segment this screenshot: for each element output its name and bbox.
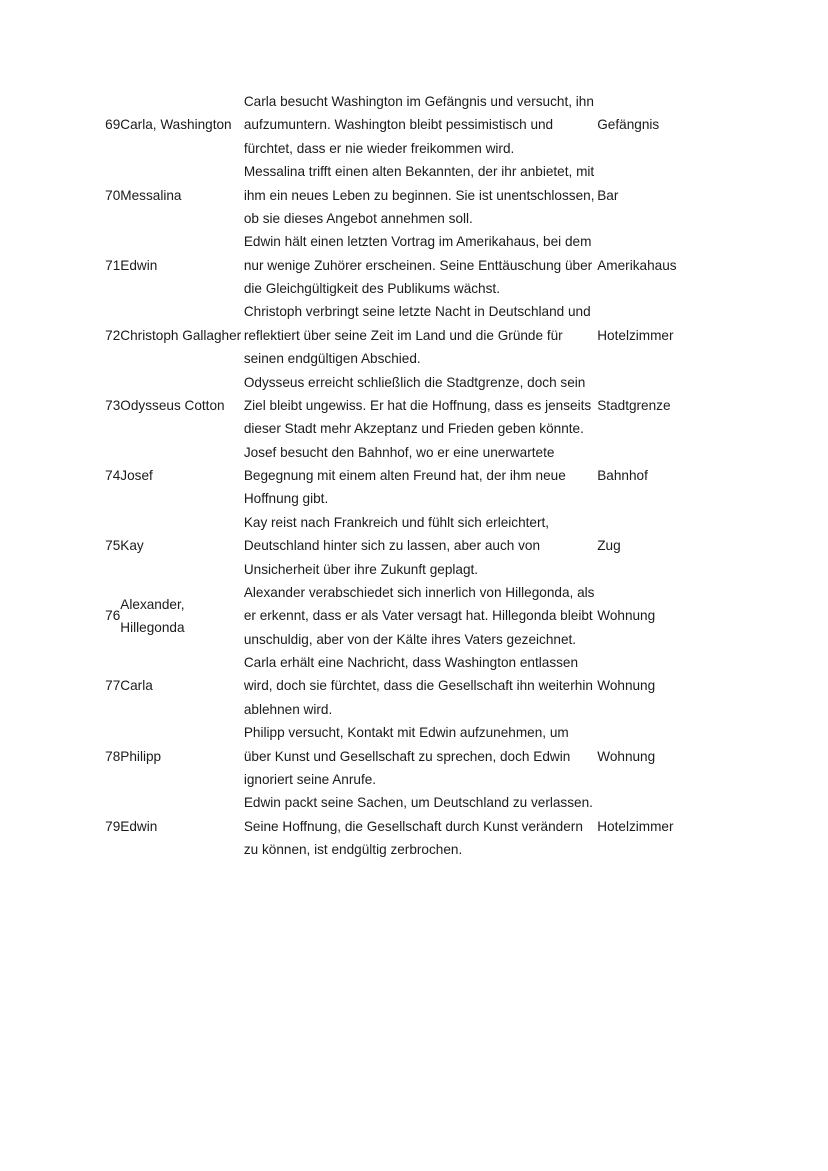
table-row	[96, 721, 736, 791]
row-location: Bahnhof	[597, 468, 648, 483]
row-location: Wohnung	[597, 748, 656, 764]
row-description: Kay reist nach Frankreich und fühlt sich erleichtert, Deutschland hinter sich zu lassen, aber auch von Unsicherheit über ihre Zukunft geplagt.	[243, 514, 550, 577]
row-index: 76	[105, 608, 121, 624]
row-index: 78	[105, 748, 121, 764]
row-location: Hotelzimmer	[597, 327, 674, 343]
row-location: Stadtgrenze	[597, 397, 671, 413]
scene-table-container	[96, 90, 736, 861]
table-row	[96, 441, 736, 511]
row-index: 74	[105, 468, 121, 483]
table-row	[96, 651, 736, 721]
row-index: 75	[105, 538, 121, 554]
row-characters: Carla, Washington	[120, 117, 232, 133]
row-location: Zug	[597, 538, 621, 554]
row-description: Edwin hält einen letzten Vortrag im Amerikahaus, bei dem nur wenige Zuhörer erscheinen. Seine Enttäuschung über die Gleichgültigkeit des Publikums wächst.	[243, 234, 593, 296]
row-characters: Josef	[120, 468, 153, 483]
row-index: 69	[105, 117, 121, 133]
row-index: 77	[105, 678, 121, 694]
row-location: Wohnung	[597, 608, 656, 624]
table-row	[96, 511, 736, 581]
row-characters: Philipp	[120, 748, 162, 764]
row-characters: Odysseus Cotton	[120, 397, 225, 413]
scene-table	[96, 90, 736, 861]
row-characters: Edwin	[120, 257, 158, 273]
row-characters: Edwin	[120, 818, 158, 834]
row-index: 71	[105, 257, 121, 273]
row-description: Edwin packt seine Sachen, um Deutschland zu verlassen. Seine Hoffnung, die Gesellschaft durch Kunst verändern zu können, ist endgültig zerbrochen.	[243, 795, 593, 857]
table-row	[96, 371, 736, 441]
row-characters: Carla	[120, 678, 153, 694]
row-index: 72	[105, 327, 121, 343]
row-characters: Alexander, Hillegonda	[120, 596, 185, 635]
row-characters: Kay	[120, 538, 144, 554]
row-location: Bar	[597, 187, 619, 203]
table-row	[96, 90, 736, 160]
row-location: Hotelzimmer	[597, 818, 674, 834]
row-location: Wohnung	[597, 678, 656, 694]
table-row	[96, 160, 736, 230]
table-row	[96, 300, 736, 370]
scene-table-body	[96, 90, 736, 861]
row-description: Carla erhält eine Nachricht, dass Washington entlassen wird, doch sie fürchtet, dass die Gesellschaft ihn weiterhin ablehnen wird.	[243, 655, 593, 717]
row-description: Josef besucht den Bahnhof, wo er eine unerwartete Begegnung mit einem alten Freund hat, der ihm neue Hoffnung gibt.	[243, 444, 566, 507]
row-characters: Christoph Gallagher	[120, 327, 242, 343]
table-row	[96, 791, 736, 861]
row-index: 70	[105, 187, 121, 203]
row-location: Amerikahaus	[597, 257, 677, 273]
row-location: Gefängnis	[597, 117, 660, 133]
row-description: Philipp versucht, Kontakt mit Edwin aufzunehmen, um über Kunst und Gesellschaft zu sprechen, doch Edwin ignoriert seine Anrufe.	[243, 725, 571, 787]
row-characters: Messalina	[120, 187, 182, 203]
table-row	[96, 581, 736, 651]
row-description: Alexander verabschiedet sich innerlich von Hillegonda, als er erkennt, dass er als Vater versagt hat. Hillegonda bleibt unschuldig, aber von der Kälte ihres Vaters gezeichnet.	[243, 584, 595, 647]
row-index: 79	[105, 818, 121, 834]
table-row	[96, 230, 736, 300]
row-description: Christoph verbringt seine letzte Nacht in Deutschland und reflektiert über seine Zeit im Land und die Gründe für seinen endgültigen Abschied.	[243, 304, 591, 367]
row-description: Carla besucht Washington im Gefängnis und versucht, ihn aufzumuntern. Washington bleibt pessimistisch und fürchtet, dass er nie wieder freikommen wird.	[243, 94, 594, 156]
row-index: 73	[105, 397, 121, 413]
row-description: Messalina trifft einen alten Bekannten, der ihr anbietet, mit ihm ein neues Leben zu beginnen. Sie ist unentschlossen, ob sie dieses Angebot annehmen soll.	[243, 164, 595, 226]
row-description: Odysseus erreicht schließlich die Stadtgrenze, doch sein Ziel bleibt ungewiss. Er hat die Hoffnung, dass es jenseits dieser Stadt mehr Akzeptanz und Frieden geben könnte.	[243, 374, 592, 437]
